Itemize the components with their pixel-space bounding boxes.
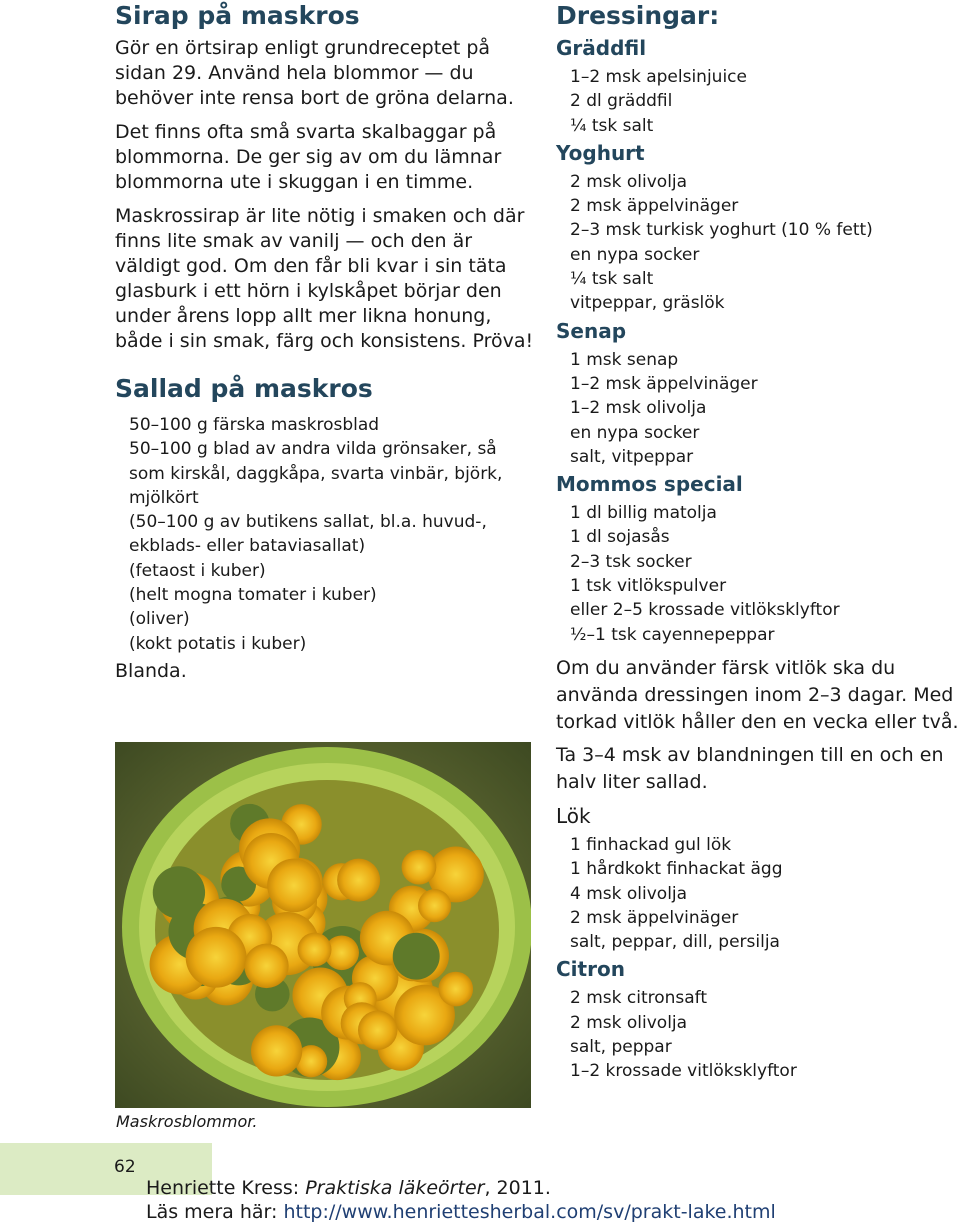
ingredient-line: 2 msk äppelvinäger <box>570 196 739 217</box>
dandelion-photo <box>115 742 531 1108</box>
more-label: Läs mera här: <box>146 1201 284 1223</box>
citation-book: Praktiska läkeörter <box>305 1177 485 1199</box>
ingredient-line: 1–2 msk olivolja <box>570 398 707 419</box>
dandelion-head <box>402 850 437 885</box>
ingredient-line: salt, vitpeppar <box>570 446 694 467</box>
citation-author: Henriette Kress: <box>146 1177 306 1199</box>
ingredient-line: (fetaost i kuber) <box>129 560 266 581</box>
ingredient-line: (kokt potatis i kuber) <box>129 633 307 654</box>
mommos-list <box>570 501 960 647</box>
left-column <box>115 0 540 684</box>
ingredient-line: 2 msk äppelvinäger <box>570 907 739 928</box>
ingredient-line: (50–100 g av butikens sallat, bl.a. huvud-, <box>129 512 487 533</box>
ingredient-line: 1–2 msk äppelvinäger <box>570 373 758 394</box>
dandelion-head <box>393 933 440 980</box>
sallad-ingredients <box>129 413 540 656</box>
blanda-text: Blanda. <box>115 659 187 682</box>
ingredient-line: 1–2 krossade vitlöksklyftor <box>570 1061 797 1082</box>
dandelion-head <box>438 972 473 1007</box>
ingredient-line: 2–3 tsk socker <box>570 551 692 572</box>
ingredient-line: vitpeppar, gräslök <box>570 293 725 314</box>
footer-citation <box>146 1176 776 1224</box>
yoghurt-list <box>570 170 960 316</box>
dandelion-head <box>153 866 205 918</box>
ingredient-line: 4 msk olivolja <box>570 883 688 904</box>
ingredient-line: mjölkört <box>129 487 199 508</box>
dandelion-head <box>244 944 288 988</box>
website-link[interactable]: http://www.henriettesherbal.com/sv/prakt-lake.html <box>283 1201 776 1223</box>
ingredient-line: salt, peppar <box>570 1037 672 1058</box>
ingredient-line: en nypa socker <box>570 244 700 265</box>
lok-title: Lök <box>556 803 591 828</box>
ingredient-line: 50–100 g färska maskrosblad <box>129 415 380 435</box>
ingredient-line: 1–2 msk apelsinjuice <box>570 67 747 87</box>
ingredient-line: (oliver) <box>129 609 190 630</box>
dandelion-head <box>251 1025 302 1076</box>
citation-line <box>146 1176 776 1200</box>
dandelion-head <box>267 859 321 913</box>
ingredient-line: 1 msk senap <box>570 349 679 370</box>
ingredient-line: salt, peppar, dill, persilja <box>570 932 780 953</box>
dandelion-bowl-illustration <box>115 742 531 1108</box>
sirap-title: Sirap på maskros <box>115 1 360 30</box>
ingredient-line: 1 finhackad gul lök <box>570 834 732 855</box>
sallad-title: Sallad på maskros <box>115 374 373 403</box>
ingredient-line: eller 2–5 krossade vitlöksklyftor <box>570 600 840 621</box>
ingredient-line: en nypa socker <box>570 422 700 443</box>
senap-list <box>570 348 960 469</box>
graddfil-list <box>570 65 960 138</box>
ingredient-line: 1 dl billig matolja <box>570 503 717 524</box>
mommos-title: Mommos special <box>556 472 743 497</box>
dressings-title: Dressingar: <box>556 1 720 30</box>
dandelion-head <box>298 933 332 967</box>
lok-list <box>570 833 960 954</box>
dandelion-head <box>358 1010 397 1049</box>
right-column <box>556 0 960 1084</box>
ingredient-line: 2 msk citronsaft <box>570 988 708 1009</box>
ingredient-line: ekblads- eller bataviasallat) <box>129 536 366 557</box>
more-info-line <box>146 1200 776 1224</box>
citron-list <box>570 986 960 1083</box>
ingredient-line: 2 msk olivolja <box>570 1012 688 1033</box>
citron-title: Citron <box>556 957 625 982</box>
ingredient-line: ¼ tsk salt <box>570 115 654 136</box>
graddfil-title: Gräddfil <box>556 36 647 60</box>
ingredient-line: 1 tsk vitlökspulver <box>570 576 727 597</box>
sirap-paragraph-2: Det finns ofta små svarta skalbaggar på blommorna. De ger sig av om du lämnar blommorna ute i skuggan i en timme. <box>115 121 502 193</box>
sirap-paragraph-1: Gör en örtsirap enligt grundreceptet på sidan 29. Använd hela blommor — du behöver inte rensa bort de gröna delarna. <box>115 37 514 109</box>
ingredient-line: som kirskål, daggkåpa, svarta vinbär, björk, <box>129 463 503 484</box>
ingredient-line: ¼ tsk salt <box>570 269 654 290</box>
ingredient-line: 2–3 msk turkisk yoghurt (10 % fett) <box>570 220 873 241</box>
senap-title: Senap <box>556 318 627 343</box>
page-number: 62 <box>114 1157 136 1177</box>
ingredient-line: 2 msk olivolja <box>570 171 688 192</box>
ingredient-line: ½–1 tsk cayennepeppar <box>570 624 775 645</box>
ingredient-line: 2 dl gräddfil <box>570 91 673 112</box>
citation-year: , 2011. <box>484 1177 551 1199</box>
photo-caption: Maskrosblommor. <box>116 1112 258 1131</box>
sirap-paragraph-3: Maskrossirap är lite nötig i smaken och där finns lite smak av vanilj — och den är väldigt god. Om den får bli kvar i sin täta glasburk i ett hörn i kylskåpet börjar den under årens lopp allt mer likna honung, både i sin smak, färg och konsistens. Pröva! <box>115 205 534 352</box>
amount-note: Ta 3–4 msk av blandningen till en och en halv liter sallad. <box>556 743 944 793</box>
ingredient-line: 50–100 g blad av andra vilda grönsaker, så <box>129 439 497 460</box>
garlic-note: Om du använder färsk vitlök ska du använda dressingen inom 2–3 dagar. Med torkad vitlök håller den en vecka eller två. <box>556 656 959 733</box>
dandelion-head <box>418 889 451 922</box>
ingredient-line: 1 hårdkokt finhackat ägg <box>570 859 783 880</box>
dandelion-head <box>337 859 380 902</box>
dandelion-head <box>186 927 247 988</box>
ingredient-line: (helt mogna tomater i kuber) <box>129 585 377 606</box>
yoghurt-title: Yoghurt <box>556 140 645 165</box>
ingredient-line: 1 dl sojasås <box>570 527 670 548</box>
